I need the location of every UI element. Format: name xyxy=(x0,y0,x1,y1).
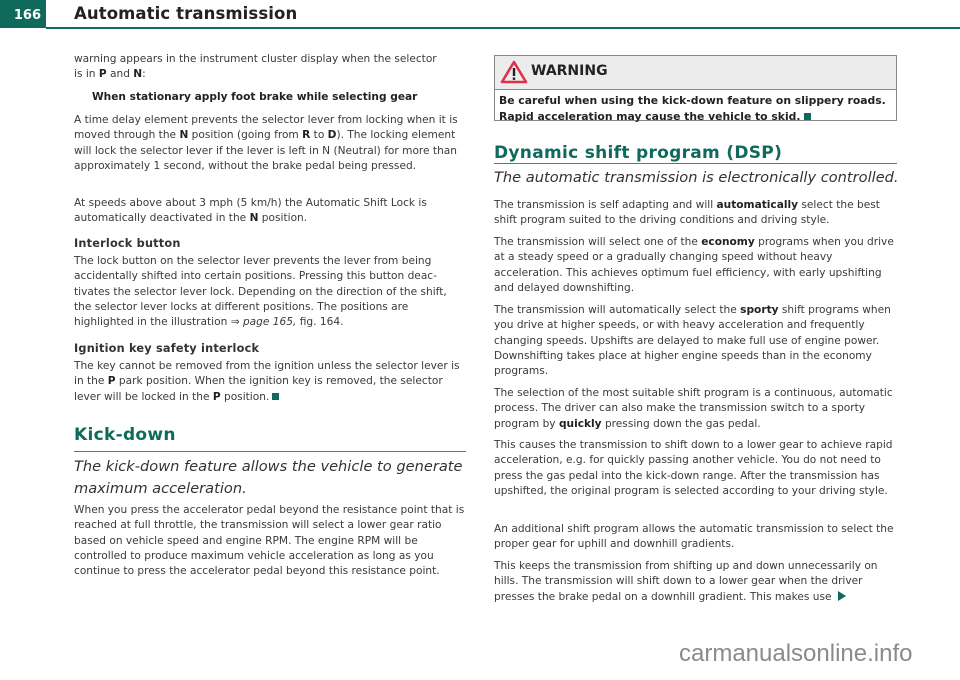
kickdown-rule xyxy=(74,451,466,452)
dsp-paragraph-5: This causes the transmission to shift down to a lower gear to achieve rapid acceleration, e.g. for quickly passing another vehicle. You do not need to press the gas pedal into the kick-down range. After the transmission has upshifted, the original program is selected according to your driving style. xyxy=(494,439,893,497)
page-ref-arrow: ⇒ xyxy=(230,316,240,329)
dsp-lead: The automatic transmission is electronically controlled. xyxy=(494,169,899,186)
warning-box xyxy=(494,55,897,121)
page-number: 166 xyxy=(0,0,46,28)
dsp-paragraph-2: The transmission will select one of the economy programs when you drive at a steady speed or a gradually changing speed without heavy acceleration. This achieves optimum fuel efficiency, with early upshifting and delayed downshifting. xyxy=(494,236,894,294)
dsp-paragraph-4: The selection of the most suitable shift program is a continuous, automatic process. The driver can also make the transmission switch to a sporty program by quickly pressing down the gas pedal. xyxy=(494,387,893,430)
time-delay-paragraph: A time delay element prevents the selector lever from locking when it is moved through the N position (going from R to D). The locking element will lock the selector lever if the lever is left in N (Neutral) for more than approximately 1 second, without the brake pedal being pressed. xyxy=(74,114,458,172)
dsp-paragraph-1: The transmission is self adapting and will automatically select the best shift program suited to the driving conditions and driving style. xyxy=(494,199,880,227)
intro-paragraph: warning appears in the instrument cluster display when the selector is in P and N: xyxy=(74,53,437,81)
interlock-heading: Interlock button xyxy=(74,237,181,250)
kickdown-lead: The kick-down feature allows the vehicle to generate maximum acceleration. xyxy=(74,458,463,497)
page-header xyxy=(0,0,960,28)
dsp-heading: Dynamic shift program (DSP) xyxy=(494,143,783,163)
ignition-heading: Ignition key safety interlock xyxy=(74,342,260,355)
warning-header xyxy=(495,56,896,90)
continued-arrow-icon xyxy=(838,591,846,601)
warning-text: Be careful when using the kick-down feature on slippery roads. Rapid acceleration may cause the vehicle to skid. xyxy=(499,94,886,123)
warning-title: WARNING xyxy=(531,63,608,79)
warning-triangle-icon xyxy=(500,60,528,88)
interlock-paragraph: The lock button on the selector lever prevents the lever from being accidentally shifted into certain positions. Pressing this button deactivates the selector lever lock. Depending on the direction of the shift, the selector lever locks at different positions. The positions are highlighted in the illustration ⇒ page 165, fig. 164. xyxy=(74,255,447,329)
dsp-paragraph-6: An additional shift program allows the automatic transmission to select the proper gear for uphill and downhill gradients. xyxy=(494,523,894,551)
speed-note-paragraph: At speeds above about 3 mph (5 km/h) the Automatic Shift Lock is automatically deactivated in the N position. xyxy=(74,197,427,225)
header-divider xyxy=(46,27,960,29)
display-message: When stationary apply foot brake while selecting gear xyxy=(92,91,418,103)
chapter-title: Automatic transmission xyxy=(74,4,298,23)
dsp-rule xyxy=(494,163,897,164)
section-end-icon xyxy=(804,113,811,120)
page-ref-link[interactable]: page 165, xyxy=(242,316,297,329)
kickdown-heading: Kick-down xyxy=(74,425,176,445)
watermark: carmanualsonline.info xyxy=(679,640,913,667)
ignition-paragraph: The key cannot be removed from the ignition unless the selector lever is in the P park position. When the ignition key is removed, the selector lever will be locked in the P position. xyxy=(74,360,460,403)
kickdown-body: When you press the accelerator pedal beyond the resistance point that is reached at full throttle, the transmission will select a lower gear ratio based on vehicle speed and engine RPM. The engine RPM will be controlled to produce maximum vehicle acceleration as long as you continue to press the accelerator pedal beyond this resistance point. xyxy=(74,504,465,578)
dsp-paragraph-7: This keeps the transmission from shifting up and down unnecessarily on hills. The transmission will shift down to a lower gear when the driver presses the brake pedal on a downhill gradient. This makes use xyxy=(494,560,878,603)
section-end-icon xyxy=(272,393,279,400)
dsp-paragraph-3: The transmission will automatically select the sporty shift programs when you drive at higher speeds, or with heavy acceleration and frequently changing speeds. Upshifts are delayed to make full use of engine power. Downshifting takes place at higher engine speeds than in the economy programs. xyxy=(494,304,891,378)
